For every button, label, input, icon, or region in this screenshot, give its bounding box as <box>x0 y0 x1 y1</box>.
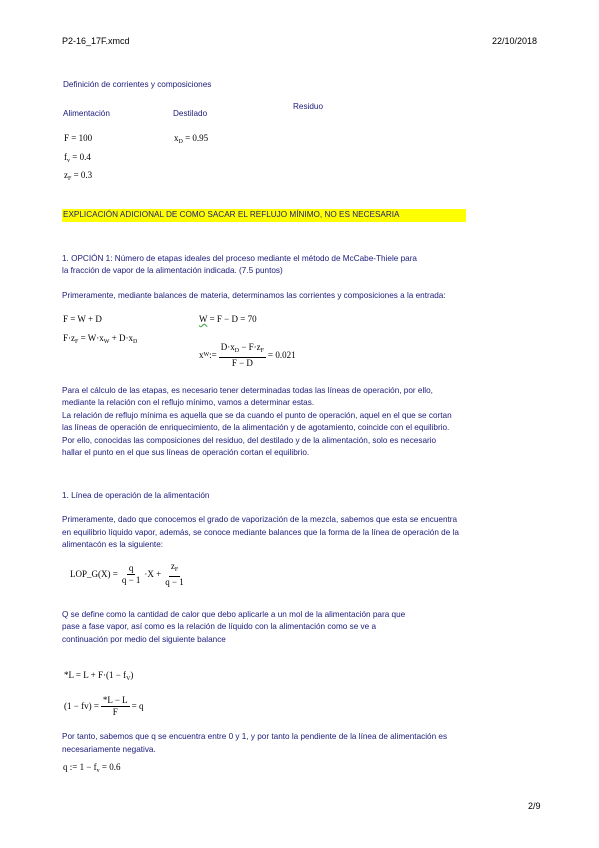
page-number: 2/9 <box>528 801 541 811</box>
stages-line: mediante la relación con el reflujo mínimo, vamos a determinar estas. <box>62 398 315 408</box>
eq-F: F = 100 <box>64 133 93 143</box>
col-feed-label: Alimentación <box>63 109 110 118</box>
option1-line2: la fracción de vapor de la alimentación indicada. (7.5 puntos) <box>62 266 283 275</box>
intro-mass-balance: Primeramente, mediante balances de materia, determinamos las corrientes y composiciones a la entrada: <box>62 291 446 300</box>
eq-xD: $x_D = 0.95$ <box>174 133 209 145</box>
q-fraction: $\frac{*L - L}{F}$ <box>102 694 128 717</box>
eq-liquid-balance: $*L = L + F\cdot(1 - f_V)$ <box>64 670 134 682</box>
eq-W: W = F − D = 70 <box>199 314 257 324</box>
eq-total-balance: F = W + D <box>63 314 102 324</box>
slope-line: Por tanto, sabemos que q se encuentra entre 0 y 1, y por tanto la pendiente de la línea de alimentación es <box>62 732 448 741</box>
lop-fraction-1: $\frac{q}{q - 1}$ <box>121 562 141 585</box>
slope-line: necesariamente negativa. <box>62 744 156 754</box>
document-filename: P2-16_17F.xmcd <box>62 36 130 46</box>
eq-xW: x W := $\frac{D\cdot x_D - F\cdot z_F}{F - D}$ = 0.021 <box>199 341 296 368</box>
stages-paragraph <box>62 385 452 459</box>
eq-component-balance: $F\cdot z_F = W\cdot x_W + D\cdot x_D$ <box>63 333 138 345</box>
stages-line: Para el cálculo de las etapas, es necesario tener determinadas todas las líneas de operación, por ello, <box>62 386 433 395</box>
col-residue-label: Residuo <box>293 102 324 111</box>
slope-paragraph <box>62 731 447 756</box>
banner-text: EXPLICACIÓN ADICIONAL DE COMO SACAR EL REFLUJO MÍNIMO, NO ES NECESARIA <box>63 210 400 219</box>
section-feed-line-heading: 1. Línea de operación de la alimentación <box>62 491 210 500</box>
q-line: continuación por medio del siguiente balance <box>62 634 226 644</box>
feed-line: alimentacón es la siguiente: <box>62 540 164 550</box>
stages-line: las líneas de operación de enriquecimiento, de la alimentación y de agotamiento, coincide con el equilibrio. <box>62 423 450 433</box>
eq-q-value: q := $1 - f_v = 0.6$ <box>63 762 121 774</box>
document-date: 22/10/2018 <box>492 36 538 46</box>
stages-line: Por ello, conocidas las composiciones del residuo, del destilado y de la alimentación, solo es necesario <box>62 435 437 445</box>
defs-title: Definición de corrientes y composiciones <box>63 80 212 89</box>
q-line: pase a fase vapor, así como es la relación de líquido con la alimentación como se ve a <box>62 622 377 632</box>
xW-fraction: $\frac{D\cdot x_D - F\cdot z_F}{F - D}$ <box>220 341 265 368</box>
eq-fv: $f_v = 0.4$ <box>64 152 91 164</box>
eq-lop: LOP_G(X) = $\frac{q}{q - 1}$ ·X + $\frac{z_F}{q - 1}$ <box>70 560 184 587</box>
feed-line: Primeramente, dado que conocemos el grado de vaporización de la mezcla, sabemos que esta se encuentra <box>62 515 458 524</box>
stages-line: hallar el punto en el que sus líneas de operación cortan el equilibrio. <box>62 448 310 458</box>
eq-q-definition: (1 − fv) = $\frac{*L - L}{F}$ = q <box>64 694 144 717</box>
eq-zF: $z_F = 0.3$ <box>64 170 93 182</box>
col-distillate-label: Destilado <box>173 109 208 118</box>
stages-line: La relación de reflujo mínima es aquella que se da cuando el punto de operación, aquel en el que se cortan <box>62 410 452 420</box>
option1-line1: 1. OPCIÓN 1: Número de etapas ideales del proceso mediante el método de McCabe-Thiele para <box>62 254 417 263</box>
feed-paragraph <box>62 514 459 552</box>
feed-line: en equilibrio líquido vapor, además, se conoce mediante balances que la forma de la línea de operación de la <box>62 527 459 537</box>
q-paragraph <box>62 609 405 646</box>
lop-fraction-2: $\frac{z_F}{q - 1}$ <box>165 560 184 587</box>
q-line: Q se define como la cantidad de calor que debo aplicarle a un mol de la alimentación para que <box>62 610 406 619</box>
